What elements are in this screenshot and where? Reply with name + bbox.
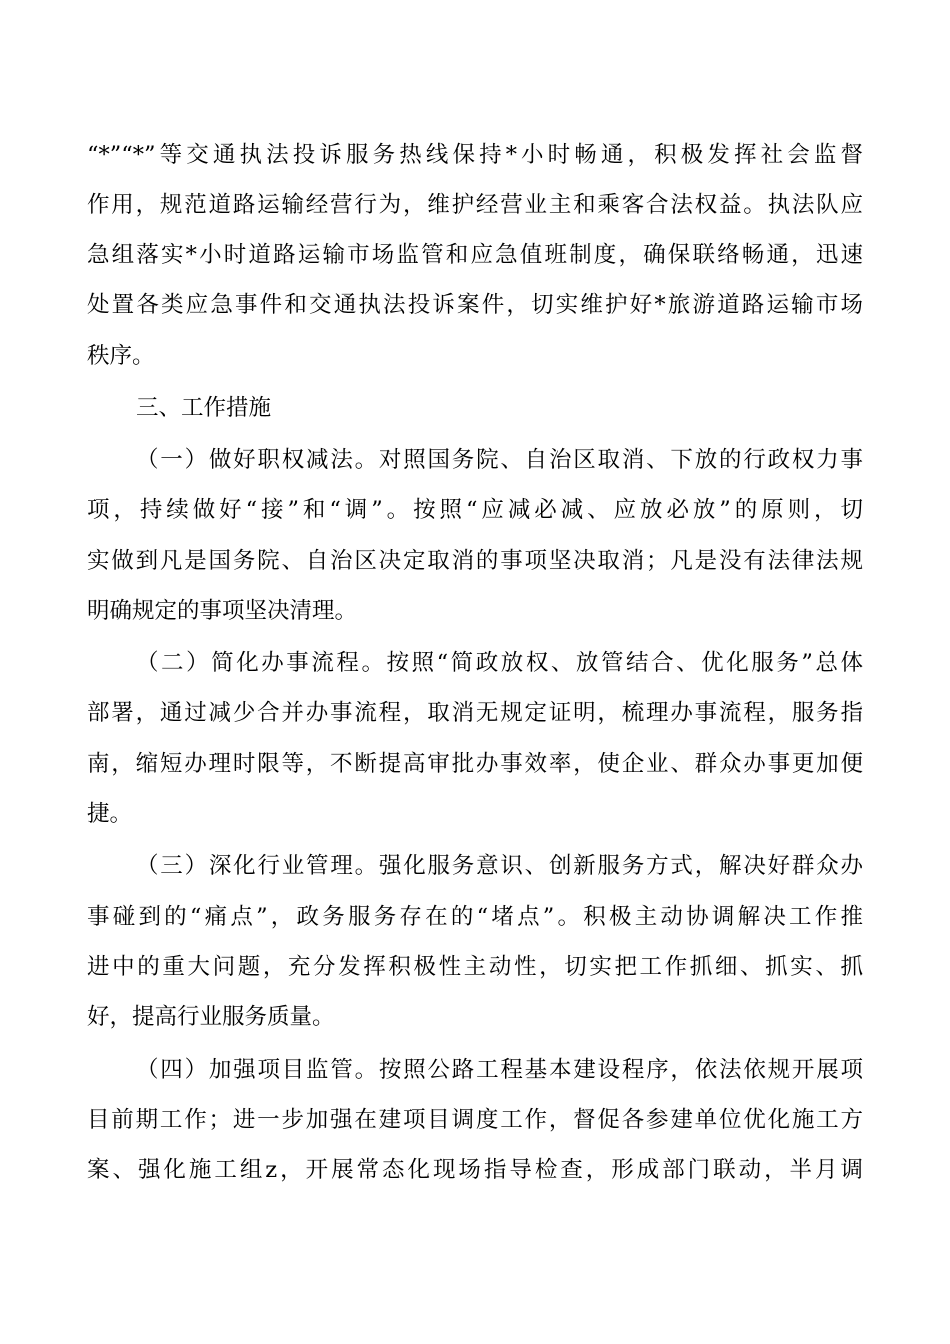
- paragraph-1-line-2: 作用，规范道路运输经营行为，维护经营业主和乘客合法权益。执法队应: [87, 192, 863, 218]
- paragraph-4-line-2: 事碰到的“痛点”，政务服务存在的“堵点”。积极主动协调解决工作推: [87, 904, 863, 930]
- paragraph-3-line-4: 捷。: [87, 801, 133, 827]
- paragraph-3-line-2: 部署，通过减少合并办事流程，取消无规定证明，梳理办事流程，服务指: [87, 700, 863, 726]
- paragraph-4-line-3: 进中的重大问题，充分发挥积极性主动性，切实把工作抓细、抓实、抓: [87, 954, 863, 980]
- paragraph-4-line-4: 好，提高行业服务质量。: [87, 1004, 335, 1030]
- paragraph-1-line-3: 急组落实*小时道路运输市场监管和应急值班制度，确保联络畅通，迅速: [87, 242, 863, 268]
- paragraph-3-line-1: （二）简化办事流程。按照“简政放权、放管结合、优化服务”总体: [136, 650, 863, 676]
- paragraph-2-line-1: （一）做好职权减法。对照国务院、自治区取消、下放的行政权力事: [136, 447, 863, 473]
- paragraph-2-line-4: 明确规定的事项坚决清理。: [87, 598, 358, 624]
- paragraph-2-line-2: 项，持续做好“接”和“调”。按照“应减必减、应放必放”的原则，切: [87, 497, 863, 523]
- paragraph-1-line-1: “*”“*”等交通执法投诉服务热线保持*小时畅通，积极发挥社会监督: [87, 142, 863, 168]
- paragraph-3-line-3: 南，缩短办理时限等，不断提高审批办事效率，使企业、群众办事更加便: [87, 751, 863, 777]
- paragraph-5-line-3: 案、强化施工组z，开展常态化现场指导检查，形成部门联动，半月调: [87, 1157, 863, 1183]
- section-heading: 三、工作措施: [136, 395, 272, 421]
- paragraph-2-line-3: 实做到凡是国务院、自治区决定取消的事项坚决取消；凡是没有法律法规: [87, 548, 863, 574]
- paragraph-1-line-4: 处置各类应急事件和交通执法投诉案件，切实维护好*旅游道路运输市场: [87, 292, 863, 318]
- paragraph-5-line-1: （四）加强项目监管。按照公路工程基本建设程序，依法依规开展项: [136, 1057, 863, 1083]
- paragraph-1-line-5: 秩序。: [87, 343, 155, 369]
- paragraph-5-line-2: 目前期工作；进一步加强在建项目调度工作，督促各参建单位优化施工方: [87, 1107, 863, 1133]
- paragraph-4-line-1: （三）深化行业管理。强化服务意识、创新服务方式，解决好群众办: [136, 853, 863, 879]
